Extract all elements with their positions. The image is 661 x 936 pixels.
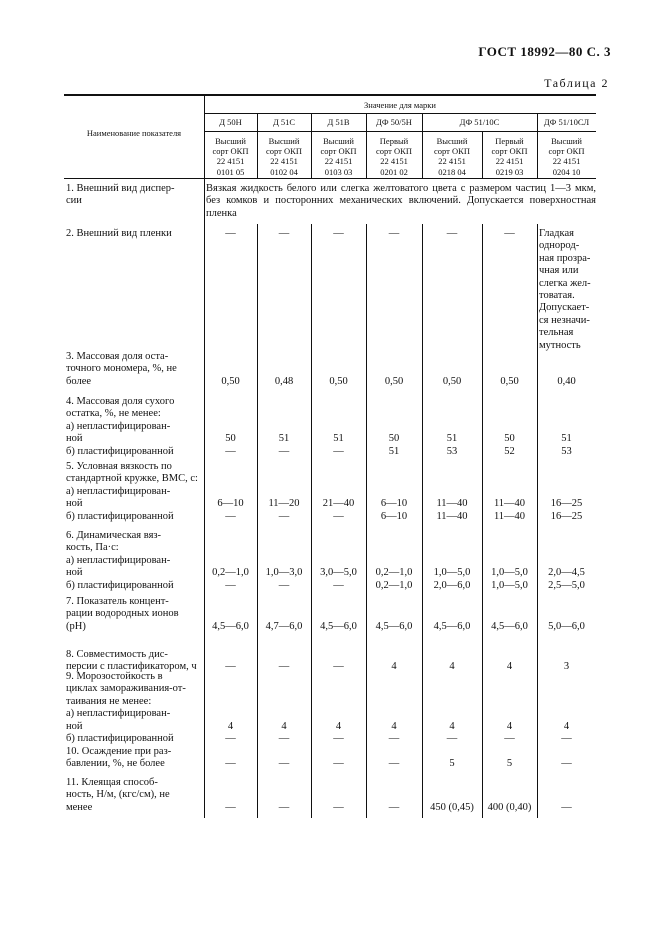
value-cell: 16—25 bbox=[550, 510, 583, 522]
value-cell: — bbox=[225, 579, 236, 591]
value-cell: 4,5—6,0 bbox=[491, 620, 528, 632]
last-column-text-line: слегка жел- bbox=[539, 277, 591, 289]
indicator-name-line: б) пластифицированной bbox=[66, 579, 174, 591]
value-cell: 53 bbox=[446, 445, 458, 457]
value-cell: — bbox=[333, 445, 344, 457]
value-cell: 1,0—5,0 bbox=[491, 567, 528, 579]
value-cell: 0,2—1,0 bbox=[375, 567, 413, 579]
indicator-name-line: ность, Н/м, (кгс/см), не bbox=[66, 789, 170, 801]
value-cell: — bbox=[446, 228, 458, 239]
value-cell: — bbox=[333, 801, 344, 813]
column-header-group: Значение для марки bbox=[364, 100, 436, 110]
value-cell: 50 bbox=[388, 433, 400, 445]
value-cell: — bbox=[504, 733, 515, 744]
value-cell: — bbox=[225, 445, 236, 457]
indicator-name-line: ной bbox=[66, 567, 83, 579]
value-cell: — bbox=[225, 510, 236, 522]
indicator-name-line: б) пластифицированной bbox=[66, 445, 174, 457]
brand-grade-line: 22 4151 bbox=[495, 156, 524, 167]
value-cell: 4,5—6,0 bbox=[433, 620, 471, 632]
value-cell: 450 (0,45) bbox=[430, 801, 474, 813]
value-cell: 1,0—5,0 bbox=[433, 567, 471, 579]
last-column-text-line: чная или bbox=[539, 265, 579, 277]
value-cell: 0,50 bbox=[329, 375, 348, 387]
indicator-name-line: менее bbox=[66, 801, 93, 813]
brand-grade-line: сорт ОКП bbox=[320, 146, 357, 157]
value-cell: — bbox=[504, 228, 515, 239]
brand-grade-line: 22 4151 bbox=[438, 156, 466, 167]
brand-grade-line: Высший bbox=[436, 136, 468, 146]
value-cell: 51 bbox=[278, 433, 290, 445]
brand-grade-line: 22 4151 bbox=[552, 156, 581, 167]
value-cell: — bbox=[278, 228, 290, 239]
indicator-name-line: персии с пластификатором, ч bbox=[66, 661, 197, 673]
value-cell: 6—10 bbox=[217, 498, 244, 510]
value-cell: 4,5—6,0 bbox=[212, 620, 249, 632]
brand-mark: ДФ 51/10СЛ bbox=[543, 117, 590, 127]
indicator-name-line: 3. Массовая доля оста- bbox=[66, 351, 169, 362]
brand-mark: ДФ 50/5Н bbox=[376, 117, 412, 127]
value-cell: 6—10 bbox=[380, 510, 408, 522]
brand-grade-line: 0218 04 bbox=[438, 166, 466, 177]
value-cell: 4 bbox=[449, 720, 455, 732]
brand-grade-line: 22 4151 bbox=[324, 156, 353, 167]
value-cell: — bbox=[278, 733, 290, 744]
brand-grade-line: сорт ОКП bbox=[376, 146, 412, 157]
value-cell: 51 bbox=[388, 445, 400, 457]
value-cell: 51 bbox=[333, 433, 344, 445]
value-cell: 4,5—6,0 bbox=[320, 620, 357, 632]
value-cell: 11—40 bbox=[436, 498, 468, 510]
brand-mark: Д 51В bbox=[327, 117, 350, 127]
value-cell: 4 bbox=[506, 720, 513, 732]
value-cell: 0,2—1,0 bbox=[212, 567, 249, 579]
indicator-name-line: бавлении, %, не более bbox=[66, 758, 165, 770]
indicator-name-line: 9. Морозостойкость в bbox=[66, 671, 163, 682]
last-column-text-line: Гладкая bbox=[539, 228, 574, 239]
value-cell: 50 bbox=[225, 433, 236, 445]
span-description-line: пленка bbox=[206, 207, 237, 219]
brand-mark: Д 51С bbox=[272, 117, 296, 127]
value-cell: 6—10 bbox=[380, 498, 408, 510]
value-cell: 2,0—6,0 bbox=[433, 579, 471, 591]
brand-grade-line: сорт ОКП bbox=[548, 146, 585, 157]
value-cell: — bbox=[333, 510, 344, 522]
span-description-line: без комков и посторонних механических включений. Допускается поверхностная bbox=[206, 195, 596, 207]
indicator-name-line: кость, Па·с: bbox=[66, 542, 119, 554]
value-cell: 1,0—3,0 bbox=[265, 567, 303, 579]
value-cell: — bbox=[333, 733, 344, 744]
indicator-name-line: 10. Осаждение при раз- bbox=[66, 746, 172, 757]
value-cell: 51 bbox=[446, 433, 458, 445]
brand-grade-line: 22 4151 bbox=[216, 156, 245, 167]
value-cell: — bbox=[278, 510, 290, 522]
brand-grade-line: Высший bbox=[551, 136, 582, 146]
indicator-name-line: (рН) bbox=[66, 620, 86, 632]
brand-grade-line: сорт ОКП bbox=[491, 146, 528, 157]
brand-grade-line: 0219 03 bbox=[495, 166, 524, 177]
value-cell: — bbox=[561, 758, 572, 770]
value-cell: — bbox=[333, 228, 344, 239]
indicator-name-line: остатка, %, не менее: bbox=[66, 408, 161, 420]
value-cell: 5 bbox=[449, 758, 455, 770]
brand-grade-line: 22 4151 bbox=[270, 156, 298, 167]
page-header-title: ГОСТ 18992—80 С. 3 bbox=[478, 44, 611, 59]
value-cell: 4 bbox=[449, 661, 455, 673]
value-cell: 400 (0,40) bbox=[487, 801, 532, 813]
value-cell: 4 bbox=[227, 720, 234, 732]
indicator-name-line: б) пластифицированной bbox=[66, 510, 174, 522]
brand-grade-line: сорт ОКП bbox=[434, 146, 470, 157]
last-column-text-line: Допускает- bbox=[539, 302, 590, 314]
value-cell: 4 bbox=[391, 661, 397, 673]
value-cell: — bbox=[333, 661, 344, 673]
last-column-text-line: тельная bbox=[539, 327, 574, 339]
value-cell: 4 bbox=[335, 720, 342, 732]
value-cell: — bbox=[225, 758, 236, 770]
value-cell: 4 bbox=[281, 720, 287, 732]
value-cell: 16—25 bbox=[550, 498, 583, 510]
value-cell: — bbox=[388, 801, 400, 813]
brand-grade-line: сорт ОКП bbox=[266, 146, 302, 157]
indicator-name-line: 8. Совместимость дис- bbox=[66, 649, 168, 660]
indicator-name-line: сии bbox=[66, 195, 82, 207]
value-cell: — bbox=[225, 733, 236, 744]
indicator-name-line: 4. Массовая доля сухого bbox=[66, 396, 175, 407]
last-column-text-line: однород- bbox=[539, 240, 580, 252]
indicator-name-line: стандартной кружке, ВМС, с: bbox=[66, 473, 198, 485]
indicator-name-line: ной bbox=[66, 433, 83, 445]
indicator-name-line: точного мономера, %, не bbox=[66, 363, 177, 375]
value-cell: 11—40 bbox=[436, 510, 468, 522]
value-cell: 2,0—4,5 bbox=[548, 567, 585, 579]
value-cell: 5,0—6,0 bbox=[548, 620, 585, 632]
indicator-name-line: циклах замораживания-от- bbox=[66, 683, 186, 695]
indicator-name-line: 1. Внешний вид диспер- bbox=[66, 183, 175, 194]
indicator-name-line: а) непластифицирован- bbox=[66, 708, 171, 720]
value-cell: — bbox=[388, 228, 400, 239]
brand-grade-line: Первый bbox=[495, 136, 524, 146]
value-cell: — bbox=[333, 579, 344, 591]
value-cell: — bbox=[561, 733, 572, 744]
value-cell: — bbox=[388, 733, 400, 744]
last-column-text-line: товатая. bbox=[539, 290, 575, 301]
value-cell: — bbox=[278, 758, 290, 770]
indicator-name-line: 2. Внешний вид пленки bbox=[66, 228, 172, 239]
indicator-name-line: 5. Условная вязкость по bbox=[66, 461, 172, 472]
indicator-name-line: 6. Динамическая вяз- bbox=[66, 530, 162, 541]
value-cell: 0,50 bbox=[384, 375, 404, 387]
brand-mark: ДФ 51/10С bbox=[459, 117, 500, 127]
value-cell: 11—40 bbox=[493, 510, 526, 522]
last-column-text-line: ная прозра- bbox=[539, 252, 591, 264]
indicator-name-line: ной bbox=[66, 498, 83, 510]
brand-grade-line: 22 4151 bbox=[380, 156, 408, 167]
indicator-name-line: 11. Клеящая способ- bbox=[66, 777, 158, 788]
value-cell: — bbox=[561, 801, 572, 813]
indicator-name-line: а) непластифицирован- bbox=[66, 485, 171, 497]
value-cell: 53 bbox=[561, 445, 572, 457]
table-label: Таблица 2 bbox=[544, 76, 609, 90]
value-cell: 0,48 bbox=[274, 375, 294, 387]
indicator-name-line: рации водородных ионов bbox=[66, 608, 179, 620]
brand-grade-line: Высший bbox=[215, 136, 246, 146]
value-cell: 3,0—5,0 bbox=[320, 567, 357, 579]
value-cell: — bbox=[278, 801, 290, 813]
table-top-rule bbox=[64, 94, 596, 96]
brand-grade-line: 0101 05 bbox=[216, 166, 245, 177]
value-cell: 0,40 bbox=[557, 375, 576, 387]
value-cell: 3 bbox=[563, 661, 570, 673]
value-cell: 51 bbox=[561, 433, 572, 445]
value-cell: 50 bbox=[504, 433, 515, 445]
value-cell: — bbox=[278, 661, 290, 673]
value-cell: 1,0—5,0 bbox=[491, 579, 528, 591]
value-cell: 52 bbox=[504, 445, 515, 457]
indicator-name-line: ной bbox=[66, 720, 83, 732]
value-cell: — bbox=[446, 733, 458, 744]
value-cell: 4,7—6,0 bbox=[265, 620, 303, 632]
brand-grade-line: 0201 02 bbox=[380, 166, 408, 177]
indicator-name-line: таивания не менее: bbox=[66, 695, 152, 707]
value-cell: 4 bbox=[506, 661, 513, 673]
column-header-left: Наименование показателя bbox=[86, 128, 182, 138]
last-column-text-line: ся незначи- bbox=[539, 314, 590, 326]
brand-grade-line: Первый bbox=[379, 136, 409, 146]
indicator-name-line: б) пластифицированной bbox=[66, 733, 174, 744]
indicator-name-line: а) непластифицирован- bbox=[66, 554, 171, 566]
value-cell: 11—40 bbox=[493, 498, 526, 510]
value-cell: — bbox=[388, 758, 400, 770]
span-description-line: Вязкая жидкость белого или слегка желтоватого цвета с размером частиц 1—3 мкм, bbox=[206, 183, 596, 194]
last-column-text-line: мутность bbox=[539, 339, 581, 351]
value-cell: — bbox=[225, 801, 236, 813]
value-cell: — bbox=[225, 661, 236, 673]
value-cell: 4 bbox=[563, 720, 570, 732]
brand-grade-line: сорт ОКП bbox=[212, 146, 249, 157]
brand-grade-line: 0102 04 bbox=[270, 166, 298, 177]
brand-grade-line: 0103 03 bbox=[324, 166, 353, 177]
value-cell: — bbox=[278, 579, 290, 591]
brand-mark: Д 50Н bbox=[219, 117, 242, 127]
value-cell: 0,50 bbox=[221, 375, 240, 387]
value-cell: 0,50 bbox=[442, 375, 462, 387]
indicator-name-line: более bbox=[66, 375, 92, 387]
value-cell: 11—20 bbox=[268, 498, 300, 510]
value-cell: — bbox=[278, 445, 290, 457]
value-cell: 21—40 bbox=[322, 498, 355, 510]
indicator-name-line: 7. Показатель концент- bbox=[66, 596, 169, 607]
value-cell: 2,5—5,0 bbox=[548, 579, 585, 591]
indicator-name-line: а) непластифицирован- bbox=[66, 420, 171, 432]
value-cell: 4 bbox=[391, 720, 397, 732]
value-cell: 0,2—1,0 bbox=[375, 579, 413, 591]
value-cell: — bbox=[333, 758, 344, 770]
value-cell: 0,50 bbox=[500, 375, 519, 387]
header-bottom-rule bbox=[64, 178, 596, 179]
value-cell: 5 bbox=[506, 758, 513, 770]
brand-grade-line: Высший bbox=[323, 136, 354, 146]
value-cell: — bbox=[225, 228, 236, 239]
brand-grade-line: Высший bbox=[268, 136, 300, 146]
value-cell: 4,5—6,0 bbox=[375, 620, 413, 632]
brand-grade-line: 0204 10 bbox=[552, 166, 581, 177]
